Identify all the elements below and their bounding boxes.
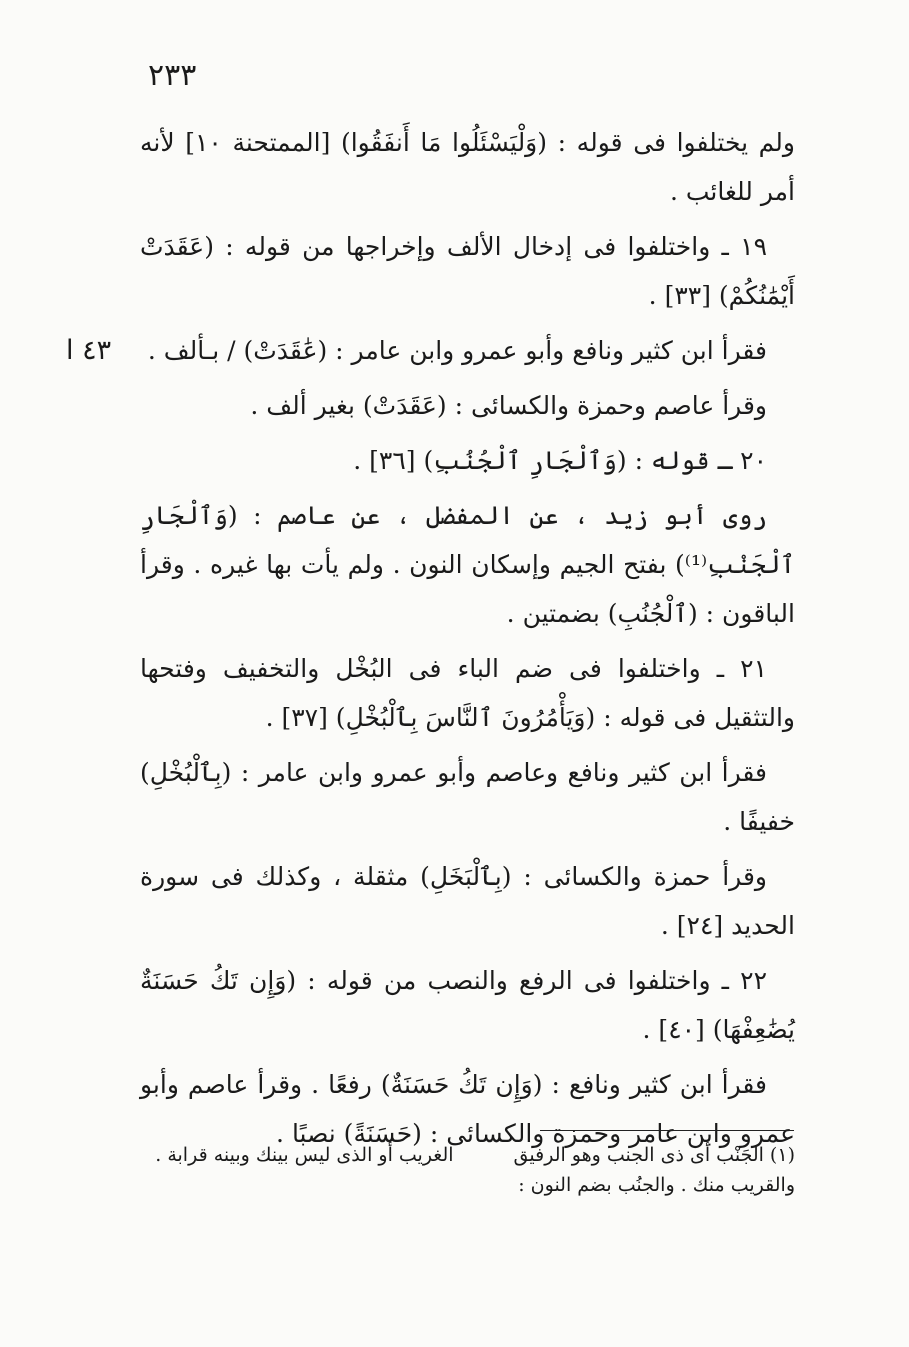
footnote-text: (١) الجَنْب أى ذى الجنب وهو الرفيق — [513, 1144, 795, 1166]
paragraph: وقرأ حمزة والكسائى : (بِٱلْبَخَلِ) مثقلة ، وكذلك فى سورة الحديد [٢٤] . — [140, 862, 795, 940]
margin-note: ٤٣ ا — [66, 335, 112, 366]
paragraph: ٢٠ ـ قوله : (وَٱلْجَارِ ٱلْجُنُبِ) [٣٦] . — [353, 446, 767, 475]
paragraph: ٢١ ـ واختلفوا فى ضم الباء فى البُخْل والتخفيف وفتحها والتثقيل فى قوله : (وَيَأْمُرُونَ ٱلنَّاسَ بِٱلْبُخْلِ) [٣٧] . — [140, 654, 795, 732]
footnotes — [140, 1140, 795, 1200]
paragraph: ولم يختلفوا فى قوله : (وَلْيَسْئَلُوا مَا أَنفَقُوا) [الممتحنة ١٠] لأنه أمر للغائب . — [140, 128, 795, 206]
paragraph: روى أبو زيد ، عن المفضل ، عن عاصم : (وَٱلْجَارِ ٱلْجَنْبِ⁽¹⁾) بفتح الجيم وإسكان النون . ولم يأت بها غيره . وقرأ الباقون : (ٱلْجُنُبِ) بضمتين . — [140, 501, 795, 628]
footnote-text: الغريب أو الذى ليس بينك وبينه قرابة . — [155, 1144, 454, 1166]
main-text — [140, 118, 795, 1164]
paragraph: ١٩ ـ واختلفوا فى إدخال الألف وإخراجها من قوله : (عَقَدَتْ أَيْمَٰنُكُمْ) [٣٣] . — [140, 232, 795, 310]
paragraph: فقرأ ابن كثير ونافع : (وَإِن تَكُ حَسَنَةٌ) رفعًا . وقرأ عاصم وأبو عمرو وابن عامر وحمزة والكسائى : (حَسَنَةً) نصبًا . — [140, 1070, 795, 1148]
page-number: ٢٣٣ — [148, 58, 197, 93]
footnote-text: والقريب منك . والجنُب بضم النون : — [518, 1174, 795, 1196]
footnote-line — [140, 1170, 795, 1200]
paragraph: ٢٢ ـ واختلفوا فى الرفع والنصب من قوله : (وَإِن تَكُ حَسَنَةٌ يُضَٰعِفْهَا) [٤٠] . — [140, 966, 795, 1044]
footnote-line — [140, 1140, 795, 1170]
paragraph: وقرأ عاصم وحمزة والكسائى : (عَقَدَتْ) بغير ألف . — [250, 391, 767, 420]
footnote-rule — [540, 1130, 794, 1131]
paragraph: فقرأ ابن كثير ونافع وأبو عمرو وابن عامر : (عَٰقَدَتْ) / بـألف . — [147, 336, 767, 365]
paragraph: فقرأ ابن كثير ونافع وعاصم وأبو عمرو وابن عامر : (بِٱلْبُخْلِ) خفيفًا . — [140, 758, 795, 836]
